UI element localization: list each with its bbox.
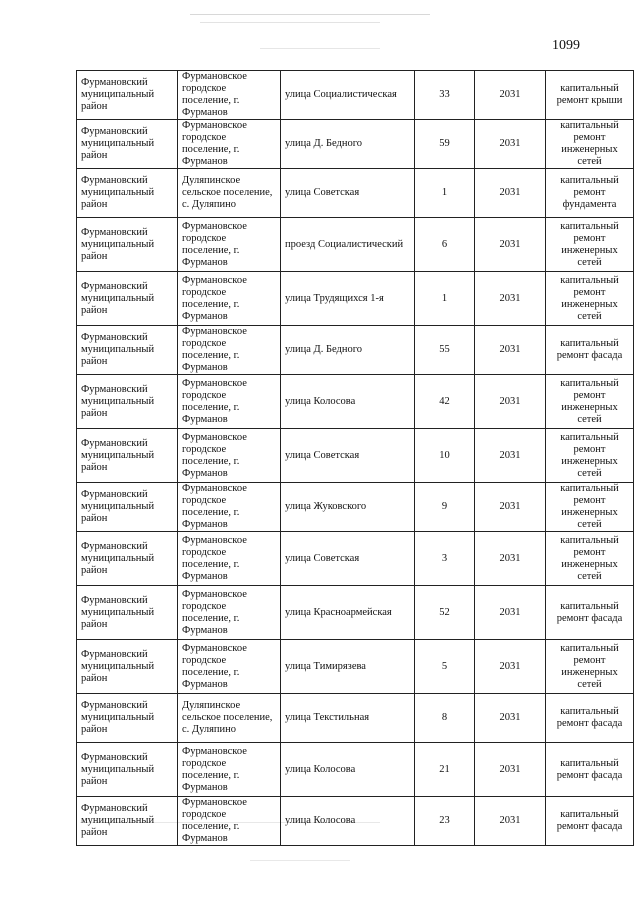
- house-number-cell: 6: [415, 218, 475, 272]
- district-cell: Фурмановский муниципальный район: [77, 532, 178, 586]
- work-type-cell: капитальный ремонт инженерных сетей: [546, 483, 634, 532]
- settlement-cell: Фурмановское городское поселение, г. Фурманов: [178, 797, 281, 846]
- table-row: [77, 272, 634, 326]
- street-cell: улица Советская: [281, 429, 415, 483]
- scan-noise: [250, 860, 350, 861]
- table-row: [77, 694, 634, 743]
- settlement-cell: Фурмановское городское поселение, г. Фурманов: [178, 218, 281, 272]
- year-cell: 2031: [475, 586, 546, 640]
- street-cell: улица Колосова: [281, 375, 415, 429]
- house-number-cell: 1: [415, 272, 475, 326]
- settlement-cell: Фурмановское городское поселение, г. Фурманов: [178, 272, 281, 326]
- work-type-cell: капитальный ремонт инженерных сетей: [546, 532, 634, 586]
- street-cell: улица Д. Бедного: [281, 326, 415, 375]
- work-type-cell: капитальный ремонт инженерных сетей: [546, 120, 634, 169]
- year-cell: 2031: [475, 429, 546, 483]
- work-type-cell: капитальный ремонт инженерных сетей: [546, 429, 634, 483]
- settlement-cell: Фурмановское городское поселение, г. Фурманов: [178, 743, 281, 797]
- work-type-cell: капитальный ремонт инженерных сетей: [546, 375, 634, 429]
- district-cell: Фурмановский муниципальный район: [77, 429, 178, 483]
- year-cell: 2031: [475, 743, 546, 797]
- street-cell: улица Тимирязева: [281, 640, 415, 694]
- district-cell: Фурмановский муниципальный район: [77, 169, 178, 218]
- year-cell: 2031: [475, 797, 546, 846]
- settlement-cell: Фурмановское городское поселение, г. Фурманов: [178, 429, 281, 483]
- page-number: 1099: [552, 38, 580, 53]
- work-type-cell: капитальный ремонт фасада: [546, 326, 634, 375]
- district-cell: Фурмановский муниципальный район: [77, 218, 178, 272]
- house-number-cell: 3: [415, 532, 475, 586]
- year-cell: 2031: [475, 694, 546, 743]
- work-type-cell: капитальный ремонт крыши: [546, 71, 634, 120]
- table-row: [77, 532, 634, 586]
- table-row: [77, 429, 634, 483]
- district-cell: Фурмановский муниципальный район: [77, 640, 178, 694]
- table-row: [77, 640, 634, 694]
- district-cell: Фурмановский муниципальный район: [77, 120, 178, 169]
- settlement-cell: Фурмановское городское поселение, г. Фурманов: [178, 120, 281, 169]
- district-cell: Фурмановский муниципальный район: [77, 797, 178, 846]
- work-type-cell: капитальный ремонт фасада: [546, 586, 634, 640]
- district-cell: Фурмановский муниципальный район: [77, 326, 178, 375]
- table-row: [77, 169, 634, 218]
- settlement-cell: Дуляпинское сельское поселение, с. Дуляпино: [178, 169, 281, 218]
- year-cell: 2031: [475, 120, 546, 169]
- year-cell: 2031: [475, 640, 546, 694]
- table-row: [77, 218, 634, 272]
- street-cell: улица Красноармейская: [281, 586, 415, 640]
- district-cell: Фурмановский муниципальный район: [77, 694, 178, 743]
- table-row: [77, 120, 634, 169]
- year-cell: 2031: [475, 375, 546, 429]
- street-cell: проезд Социалистический: [281, 218, 415, 272]
- settlement-cell: Фурмановское городское поселение, г. Фурманов: [178, 71, 281, 120]
- house-number-cell: 5: [415, 640, 475, 694]
- house-number-cell: 33: [415, 71, 475, 120]
- district-cell: Фурмановский муниципальный район: [77, 483, 178, 532]
- street-cell: улица Колосова: [281, 797, 415, 846]
- work-type-cell: капитальный ремонт фундамента: [546, 169, 634, 218]
- work-type-cell: капитальный ремонт инженерных сетей: [546, 272, 634, 326]
- district-cell: Фурмановский муниципальный район: [77, 586, 178, 640]
- table-row: [77, 743, 634, 797]
- street-cell: улица Текстильная: [281, 694, 415, 743]
- settlement-cell: Фурмановское городское поселение, г. Фурманов: [178, 586, 281, 640]
- year-cell: 2031: [475, 483, 546, 532]
- repair-schedule-table: [76, 70, 634, 846]
- work-type-cell: капитальный ремонт фасада: [546, 743, 634, 797]
- table-row: [77, 483, 634, 532]
- settlement-cell: Фурмановское городское поселение, г. Фурманов: [178, 375, 281, 429]
- district-cell: Фурмановский муниципальный район: [77, 272, 178, 326]
- street-cell: улица Советская: [281, 532, 415, 586]
- district-cell: Фурмановский муниципальный район: [77, 375, 178, 429]
- scan-noise: [190, 14, 430, 15]
- house-number-cell: 1: [415, 169, 475, 218]
- street-cell: улица Жуковского: [281, 483, 415, 532]
- scan-noise: [260, 48, 380, 49]
- table-row: [77, 375, 634, 429]
- work-type-cell: капитальный ремонт фасада: [546, 797, 634, 846]
- district-cell: Фурмановский муниципальный район: [77, 743, 178, 797]
- year-cell: 2031: [475, 218, 546, 272]
- house-number-cell: 9: [415, 483, 475, 532]
- table-row: [77, 326, 634, 375]
- settlement-cell: Фурмановское городское поселение, г. Фурманов: [178, 483, 281, 532]
- street-cell: улица Д. Бедного: [281, 120, 415, 169]
- street-cell: улица Колосова: [281, 743, 415, 797]
- house-number-cell: 55: [415, 326, 475, 375]
- street-cell: улица Трудящихся 1-я: [281, 272, 415, 326]
- year-cell: 2031: [475, 71, 546, 120]
- settlement-cell: Фурмановское городское поселение, г. Фурманов: [178, 640, 281, 694]
- district-cell: Фурмановский муниципальный район: [77, 71, 178, 120]
- settlement-cell: Фурмановское городское поселение, г. Фурманов: [178, 326, 281, 375]
- work-type-cell: капитальный ремонт фасада: [546, 694, 634, 743]
- settlement-cell: Дуляпинское сельское поселение, с. Дуляпино: [178, 694, 281, 743]
- table-row: [77, 71, 634, 120]
- house-number-cell: 8: [415, 694, 475, 743]
- work-type-cell: капитальный ремонт инженерных сетей: [546, 218, 634, 272]
- house-number-cell: 52: [415, 586, 475, 640]
- year-cell: 2031: [475, 326, 546, 375]
- house-number-cell: 42: [415, 375, 475, 429]
- year-cell: 2031: [475, 169, 546, 218]
- house-number-cell: 59: [415, 120, 475, 169]
- settlement-cell: Фурмановское городское поселение, г. Фурманов: [178, 532, 281, 586]
- street-cell: улица Советская: [281, 169, 415, 218]
- house-number-cell: 23: [415, 797, 475, 846]
- street-cell: улица Социалистическая: [281, 71, 415, 120]
- table-row: [77, 797, 634, 846]
- house-number-cell: 10: [415, 429, 475, 483]
- house-number-cell: 21: [415, 743, 475, 797]
- year-cell: 2031: [475, 272, 546, 326]
- table-row: [77, 586, 634, 640]
- year-cell: 2031: [475, 532, 546, 586]
- scan-noise: [200, 22, 380, 23]
- work-type-cell: капитальный ремонт инженерных сетей: [546, 640, 634, 694]
